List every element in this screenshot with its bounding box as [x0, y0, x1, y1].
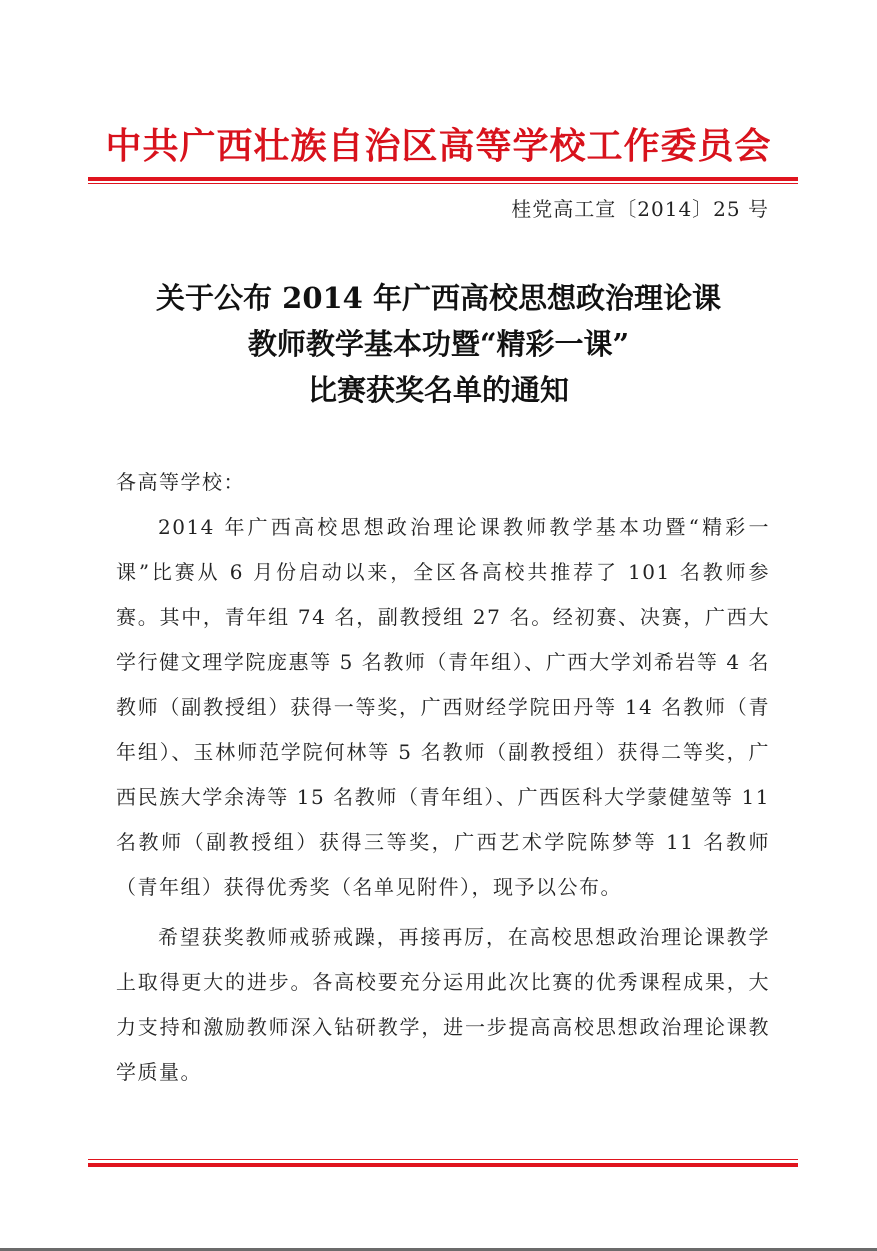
title-line-1: 关于公布 2014 年广西高校思想政治理论课 [156, 281, 721, 315]
title-line-3: 比赛获奖名单的通知 [307, 373, 569, 407]
footer-red-rule [88, 1163, 798, 1167]
body-paragraph-2: 希望获奖教师戒骄戒躁，再接再厉，在高校思想政治理论课教学上取得更大的进步。各高校要充分运用此次比赛的优秀课程成果，大力支持和激励教师深入钻研教学，进一步提高高校思想政治理论课教学质量。 [116, 925, 770, 1084]
header-red-rule [88, 177, 798, 181]
notice-title [0, 275, 877, 413]
title-line-2: 教师教学基本功暨“精彩一课” [247, 327, 630, 361]
header-red-rule-thin [88, 183, 798, 184]
salutation: 各高等学校： [116, 470, 245, 494]
issuer-header: 中共广西壮族自治区高等学校工作委员会 [105, 125, 772, 167]
document-number: 桂党高工宣〔2014〕25 号 [511, 197, 769, 221]
footer-red-rule-thin [88, 1159, 798, 1160]
document-body [116, 460, 770, 1095]
body-paragraph-1: 2014 年广西高校思想政治理论课教师教学基本功暨“精彩一课”比赛从 6 月份启动以来，全区各高校共推荐了 101 名教师参赛。其中，青年组 74 名，副教授组 27 名。经初赛、决赛，广西大学行健文理学院庞惠等 5 名教师（青年组）、广西大学刘希岩等 4 名教师（副教授组）获得一等奖，广西财经学院田丹等 14 名教师（青年组）、玉林师范学院何林等 5 名教师（副教授组）获得二等奖，广西民族大学余涛等 15 名教师（青年组）、广西医科大学蒙健堃等 11 名教师（副教授组）获得三等奖，广西艺术学院陈梦等 11 名教师（青年组）获得优秀奖（名单见附件），现予以公布。 [116, 515, 770, 899]
